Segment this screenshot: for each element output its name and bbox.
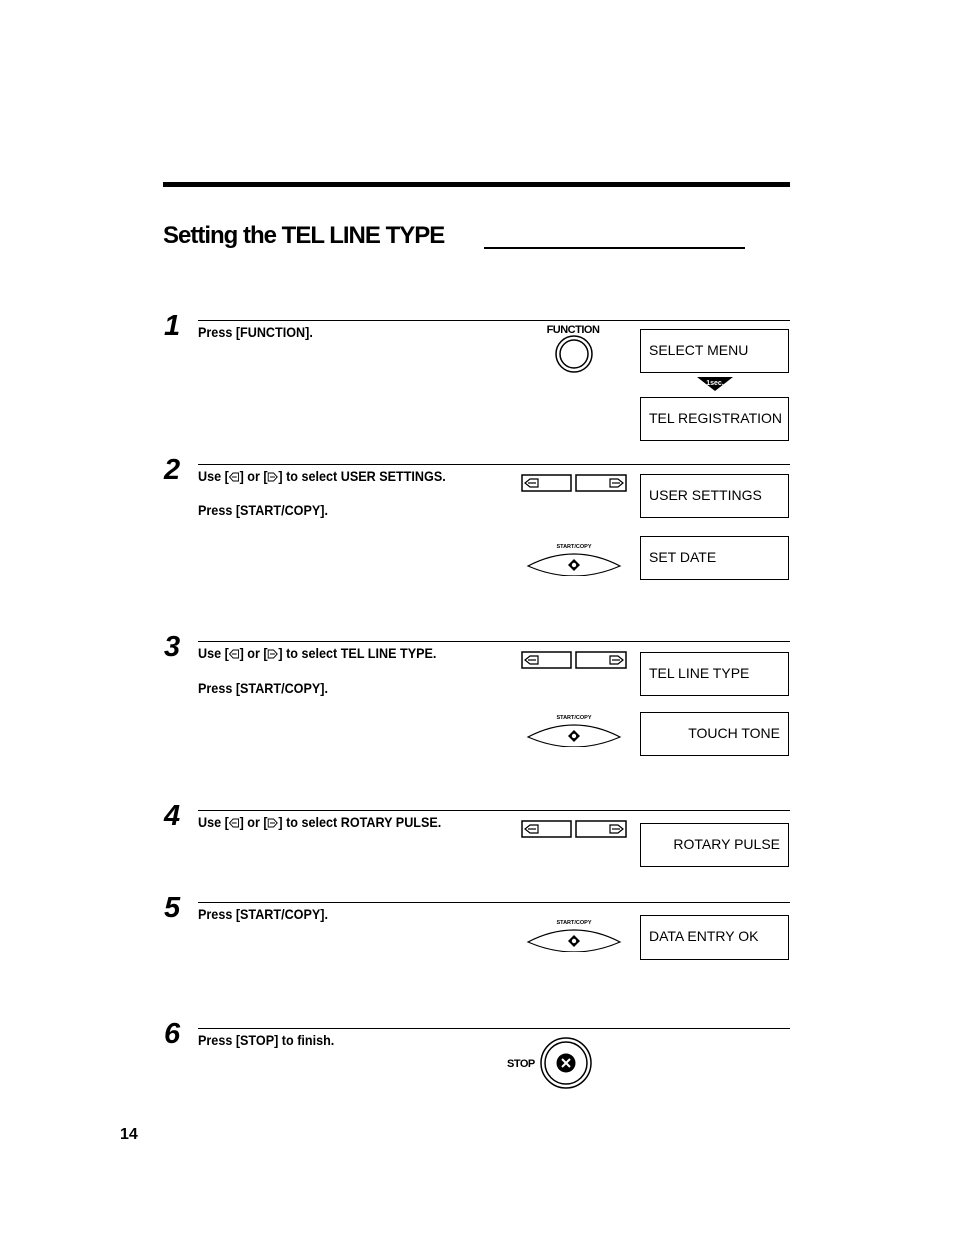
step-instruction: Press [FUNCTION]. xyxy=(198,324,313,340)
step-number: 6 xyxy=(164,1018,181,1050)
title-underline xyxy=(484,247,745,249)
function-button[interactable] xyxy=(545,322,601,381)
left-key-icon xyxy=(229,472,240,482)
step-number: 2 xyxy=(164,454,181,486)
top-rule xyxy=(163,182,790,187)
lcd-display: DATA ENTRY OK xyxy=(640,915,789,960)
step-number: 5 xyxy=(164,892,181,924)
down-arrow-icon xyxy=(695,375,735,398)
lcd-display: SELECT MENU xyxy=(640,329,789,373)
right-key-icon xyxy=(268,649,279,659)
step-instruction: Press [START/COPY]. xyxy=(198,502,328,518)
step-number: 4 xyxy=(164,800,181,832)
step-number: 1 xyxy=(164,310,181,342)
step-number: 3 xyxy=(164,631,181,663)
step-instruction: Press [START/COPY]. xyxy=(198,906,328,922)
start-copy-button[interactable] xyxy=(526,918,622,957)
circle-button-icon xyxy=(556,336,592,372)
delay-label: 1sec. xyxy=(706,380,724,387)
step-divider xyxy=(198,464,790,465)
lcd-display: TEL LINE TYPE xyxy=(640,652,789,696)
step-instruction: Use [ ] or [ ] to select ROTARY PULSE. xyxy=(198,814,442,830)
lcd-display: SET DATE xyxy=(640,536,789,580)
step-instruction: Press [START/COPY]. xyxy=(198,680,328,696)
lcd-display: USER SETTINGS xyxy=(640,474,789,518)
step-divider xyxy=(198,810,790,811)
stop-button-label: STOP xyxy=(507,1058,535,1070)
step-divider xyxy=(198,320,790,321)
left-key-icon xyxy=(229,818,240,828)
arrow-keys[interactable] xyxy=(521,820,627,843)
function-button-label: FUNCTION xyxy=(546,324,600,336)
right-key-icon xyxy=(268,472,279,482)
step-divider xyxy=(198,641,790,642)
lcd-display: ROTARY PULSE xyxy=(640,823,789,867)
page-number: 14 xyxy=(120,1126,138,1143)
page-title: Setting the TEL LINE TYPE xyxy=(163,222,445,249)
lcd-display: TEL REGISTRATION xyxy=(640,397,789,441)
arrow-keys[interactable] xyxy=(521,651,627,674)
step-divider xyxy=(198,902,790,903)
right-key-icon xyxy=(268,818,279,828)
start-copy-button[interactable] xyxy=(526,542,622,581)
left-key-icon xyxy=(229,649,240,659)
step-instruction: Use [ ] or [ ] to select USER SETTINGS. xyxy=(198,468,446,484)
step-instruction: Use [ ] or [ ] to select TEL LINE TYPE. xyxy=(198,645,437,661)
lcd-display: TOUCH TONE xyxy=(640,712,789,756)
stop-button[interactable] xyxy=(506,1037,596,1096)
arrow-keys[interactable] xyxy=(521,474,627,497)
step-divider xyxy=(198,1028,790,1029)
start-copy-button[interactable] xyxy=(526,713,622,752)
step-instruction: Press [STOP] to finish. xyxy=(198,1032,335,1048)
